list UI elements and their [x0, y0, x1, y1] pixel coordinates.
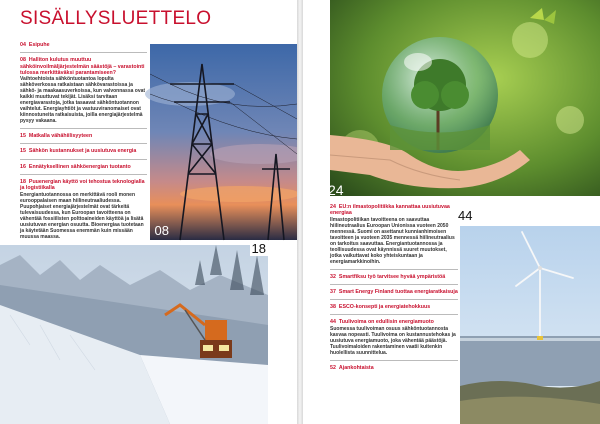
- toc-divider: [330, 269, 458, 270]
- toc-entry-description: Suomessa tuulivoiman osuus sähköntuotannosta kasvaa nopeasti. Tuulivoima on kustannustehokas ja uusiutuva energiamuoto, joka vähentää päästöjä. Tuulivoimaloiden rakentaminen vaatii kuitenkin huolellista suunnittelua.: [330, 325, 456, 356]
- toc-entry[interactable]: [20, 179, 147, 240]
- toc-entry-description: Vaihtoehtoista sähköntuotantoa lopulta sähköverkossa ratkaistaan sähkövarastoissa ja sähkö- ja maakaasuverkoissa, kun valvonnassa ovat kaikki muuttuvat tekijät. Lisäksi tarvitaan energiavarastoja, jotka tasaavat sähköntuotannon vaihtelut. Energiayhtiöt ja vastuuviranomaiset ovat kiinnostuneita ratkaisuista, joilla energiajärjestelmä pysyy vakaana.: [20, 76, 146, 125]
- toc-entry-description: Energiantuotannossa on merkittävä rooli monen eurooppalaisen maan hiilineutraaliudessa. Puupohjaiset energiajärjestelmät ovat tärkeitä tulevaisuudessa, kun Euroopan tavoitteena on vähentää fossiilisten polttoaineiden käyttöä ja lisätä uusiutuvan energian osuutta. Bioenergiaa tuotetaan ja käytetään Suomessa enemmän kuin missään muussa maassa.: [20, 191, 144, 240]
- page-title: SISÄLLYSLUETTELO: [20, 8, 212, 29]
- toc-entry-heading: [330, 289, 458, 295]
- toc-divider: [330, 284, 458, 285]
- toc-entry-page-number: 16: [20, 163, 26, 170]
- toc-entry-heading: [330, 274, 458, 280]
- toc-entry-title: Halliton kulutus muuttuu sähköinvoilmäljärjestelmän säästöjä – varastointi tulossa merkittäväksi parantamiseen?: [20, 57, 145, 76]
- toc-divider: [20, 52, 147, 53]
- toc-entry-page-number: 08: [20, 57, 26, 64]
- toc-entry-title: Sähkön kustannukset ja uusiutuva energia: [28, 148, 137, 155]
- toc-entry[interactable]: [330, 274, 458, 280]
- toc-entry-page-number: 24: [330, 204, 336, 210]
- toc-entry[interactable]: [20, 42, 147, 48]
- toc-entry-title: Matkalla vähähiilisyyteen: [28, 133, 93, 140]
- toc-entry-page-number: 38: [330, 304, 336, 311]
- toc-entry-title: Tuulivoima on edullisin energiamuoto: [338, 319, 434, 326]
- toc-divider: [330, 299, 458, 300]
- toc-left-column: [20, 42, 147, 244]
- toc-entry-title: Smartfiksu työ tarvitsee hyvää ympäristöä: [338, 273, 446, 280]
- toc-entry-title: Ennätyksellinen sähköenergian tuotanto: [28, 163, 131, 170]
- forest-harvester-photo: [0, 241, 268, 424]
- toc-entry-title: EU:n ilmastopolitiikka kannattaa uusiutuvaa energiaa: [330, 204, 450, 217]
- toc-entry[interactable]: [330, 289, 458, 295]
- page-number-44: 44: [458, 208, 473, 223]
- toc-entry-title: ESCO-konsepti ja energiatehokkuus: [338, 304, 431, 311]
- toc-entry[interactable]: [330, 365, 458, 371]
- toc-entry-heading: [20, 57, 147, 76]
- toc-entry-heading: [20, 148, 147, 154]
- toc-entry-title: Ajankohtaista: [338, 364, 374, 371]
- toc-entry-page-number: 32: [330, 273, 336, 280]
- toc-divider: [20, 128, 147, 129]
- left-page: [0, 0, 297, 424]
- toc-entry-heading: [330, 204, 458, 217]
- toc-entry-heading: [330, 304, 458, 310]
- toc-divider: [330, 360, 458, 361]
- toc-divider: [20, 174, 147, 175]
- toc-divider: [330, 314, 458, 315]
- toc-entry-page-number: 15: [20, 148, 26, 155]
- right-page: [303, 0, 600, 424]
- toc-right-column: [330, 204, 458, 375]
- toc-entry[interactable]: [20, 133, 147, 139]
- page-number-08: 08: [154, 223, 169, 238]
- toc-entry-page-number: 44: [330, 319, 336, 326]
- toc-divider: [20, 143, 147, 144]
- toc-entry[interactable]: [330, 319, 458, 355]
- toc-entry-page-number: 15: [20, 133, 26, 140]
- power-lines-photo: [150, 44, 297, 240]
- toc-entry-heading: [330, 365, 458, 371]
- toc-entry-page-number: 04: [20, 42, 26, 48]
- toc-entry[interactable]: [330, 304, 458, 310]
- toc-entry[interactable]: [20, 164, 147, 170]
- toc-entry-heading: [20, 164, 147, 170]
- wind-turbine-photo: [460, 226, 600, 424]
- toc-entry-title: Puuenergian käyttö voi tehostua teknologialla ja logistiikalla: [20, 179, 145, 192]
- toc-divider: [20, 159, 147, 160]
- toc-entry-heading: [20, 133, 147, 139]
- toc-entry[interactable]: [20, 57, 147, 124]
- globe-in-hand-photo: [330, 0, 600, 196]
- toc-entry-heading: [20, 179, 147, 192]
- toc-entry-page-number: 37: [330, 288, 336, 295]
- toc-entry[interactable]: [20, 148, 147, 154]
- toc-entry-title: Smart Energy Finland tuottaa energiaratkaisuja: [338, 288, 458, 295]
- toc-entry-page-number: 18: [20, 179, 26, 186]
- toc-entry-page-number: 52: [330, 364, 336, 371]
- toc-entry-title: Esipuhe: [28, 42, 50, 48]
- toc-entry-description: Ilmastopolitiikan tavoitteena on saavuttaa hiilineutraalius Euroopan Unionissa vuoteen 2050 mennessä. Suomi on asettanut kunnianhimoisen tavoitteen ja vuoteen 2035 mennessä hiilineutraalius on tarkoitus saavuttaa. Energiantuotannossa ja teollisuudessa ovat käynnissä suuret muutokset, jotka vaikuttavat koko yhteiskuntaan ja energiamarkkinoihin.: [330, 216, 455, 265]
- page-number-24: 24: [328, 182, 344, 198]
- toc-entry-heading: [20, 42, 147, 48]
- page-number-18: 18: [251, 241, 266, 256]
- toc-entry[interactable]: [330, 204, 458, 265]
